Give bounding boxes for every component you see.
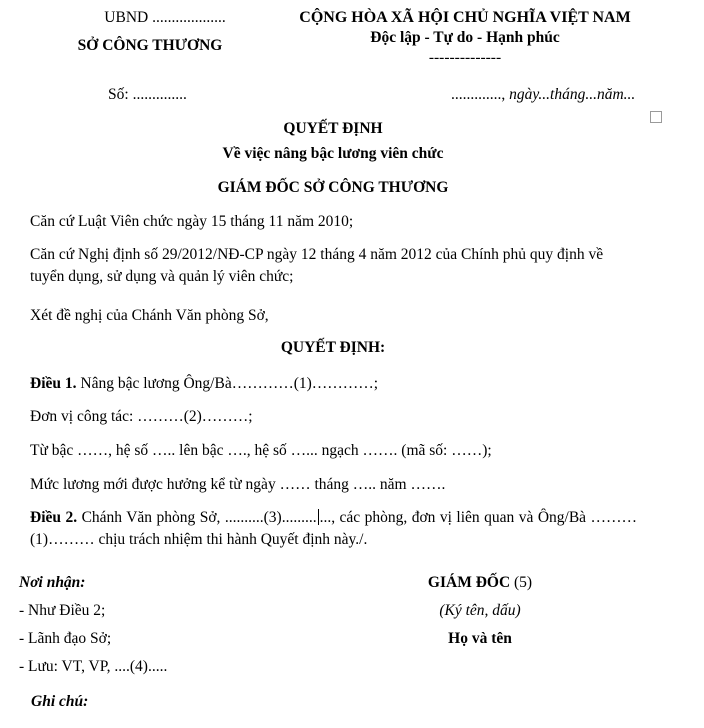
basis-law: Căn cứ Luật Viên chức ngày 15 tháng 11 năm 2010; (30, 213, 354, 230)
number-value: .............. (132, 86, 187, 103)
document-number (108, 86, 187, 104)
text-cursor (318, 509, 319, 525)
recipient-item: - Như Điều 2; (19, 602, 106, 619)
department-name: SỞ CÔNG THƯƠNG (77, 37, 223, 54)
recipient-item: - Lưu: VT, VP, ....(4)..... (19, 658, 168, 675)
note-label: Ghi chú: (31, 693, 89, 710)
article-2-label: Điều 2. (30, 509, 78, 526)
decision-heading: QUYẾT ĐỊNH: (280, 339, 386, 356)
issuing-authority: GIÁM ĐỐC SỞ CÔNG THƯƠNG (217, 179, 449, 196)
number-label: Số: (108, 86, 129, 103)
article-1-text: Nâng bậc lương Ông/Bà…………(1)…………; (80, 375, 379, 392)
motto: Độc lập - Tự do - Hạnh phúc (370, 29, 560, 46)
signer-note-ref: (5) (514, 574, 533, 591)
article-1 (30, 373, 637, 395)
country-name: CỘNG HÒA XÃ HỘI CHỦ NGHĨA VIỆT NAM (299, 9, 631, 26)
ubnd-line: UBND ................... (104, 9, 226, 26)
signature-title (380, 574, 580, 592)
document-subject: Về việc nâng bậc lương viên chức (222, 145, 444, 162)
signer-title: GIÁM ĐỐC (427, 574, 511, 591)
place-date (451, 86, 635, 104)
article-2-text-after: ..., các phòng, đơn vị liên quan và Ông/Bà ………(1)……… chịu trách nhiệm thi hành Quyết định này./. (30, 509, 637, 548)
recipients-label: Nơi nhận: (19, 574, 86, 591)
proposal: Xét đề nghị của Chánh Văn phòng Sở, (30, 307, 269, 324)
new-salary-date: Mức lương mới được hưởng kể từ ngày …… tháng ….. năm ……. (30, 476, 446, 493)
recipient-item: - Lãnh đạo Sở; (19, 630, 112, 647)
place-prefix: ............., (451, 86, 506, 103)
date-text: ngày...tháng...năm... (509, 86, 636, 103)
salary-grade: Từ bậc ……, hệ số ….. lên bậc …., hệ số …... ngạch ……. (mã số: ……); (30, 442, 492, 459)
signature-instruction: (Ký tên, dấu) (439, 602, 521, 619)
signer-name: Họ và tên (448, 630, 512, 647)
document-title: QUYẾT ĐỊNH (283, 120, 383, 137)
basis-decree: Căn cứ Nghị định số 29/2012/NĐ-CP ngày 12 tháng 4 năm 2012 của Chính phủ quy định về tuyển dụng, sử dụng và quản lý viên chức; (30, 246, 604, 285)
article-1-label: Điều 1. (30, 375, 77, 392)
article-2 (30, 507, 637, 551)
article-2-text-before: Chánh Văn phòng Sở, ..........(3)......... (81, 509, 317, 526)
workplace: Đơn vị công tác: ………(2)………; (30, 408, 253, 425)
header-separator: -------------- (428, 49, 502, 66)
